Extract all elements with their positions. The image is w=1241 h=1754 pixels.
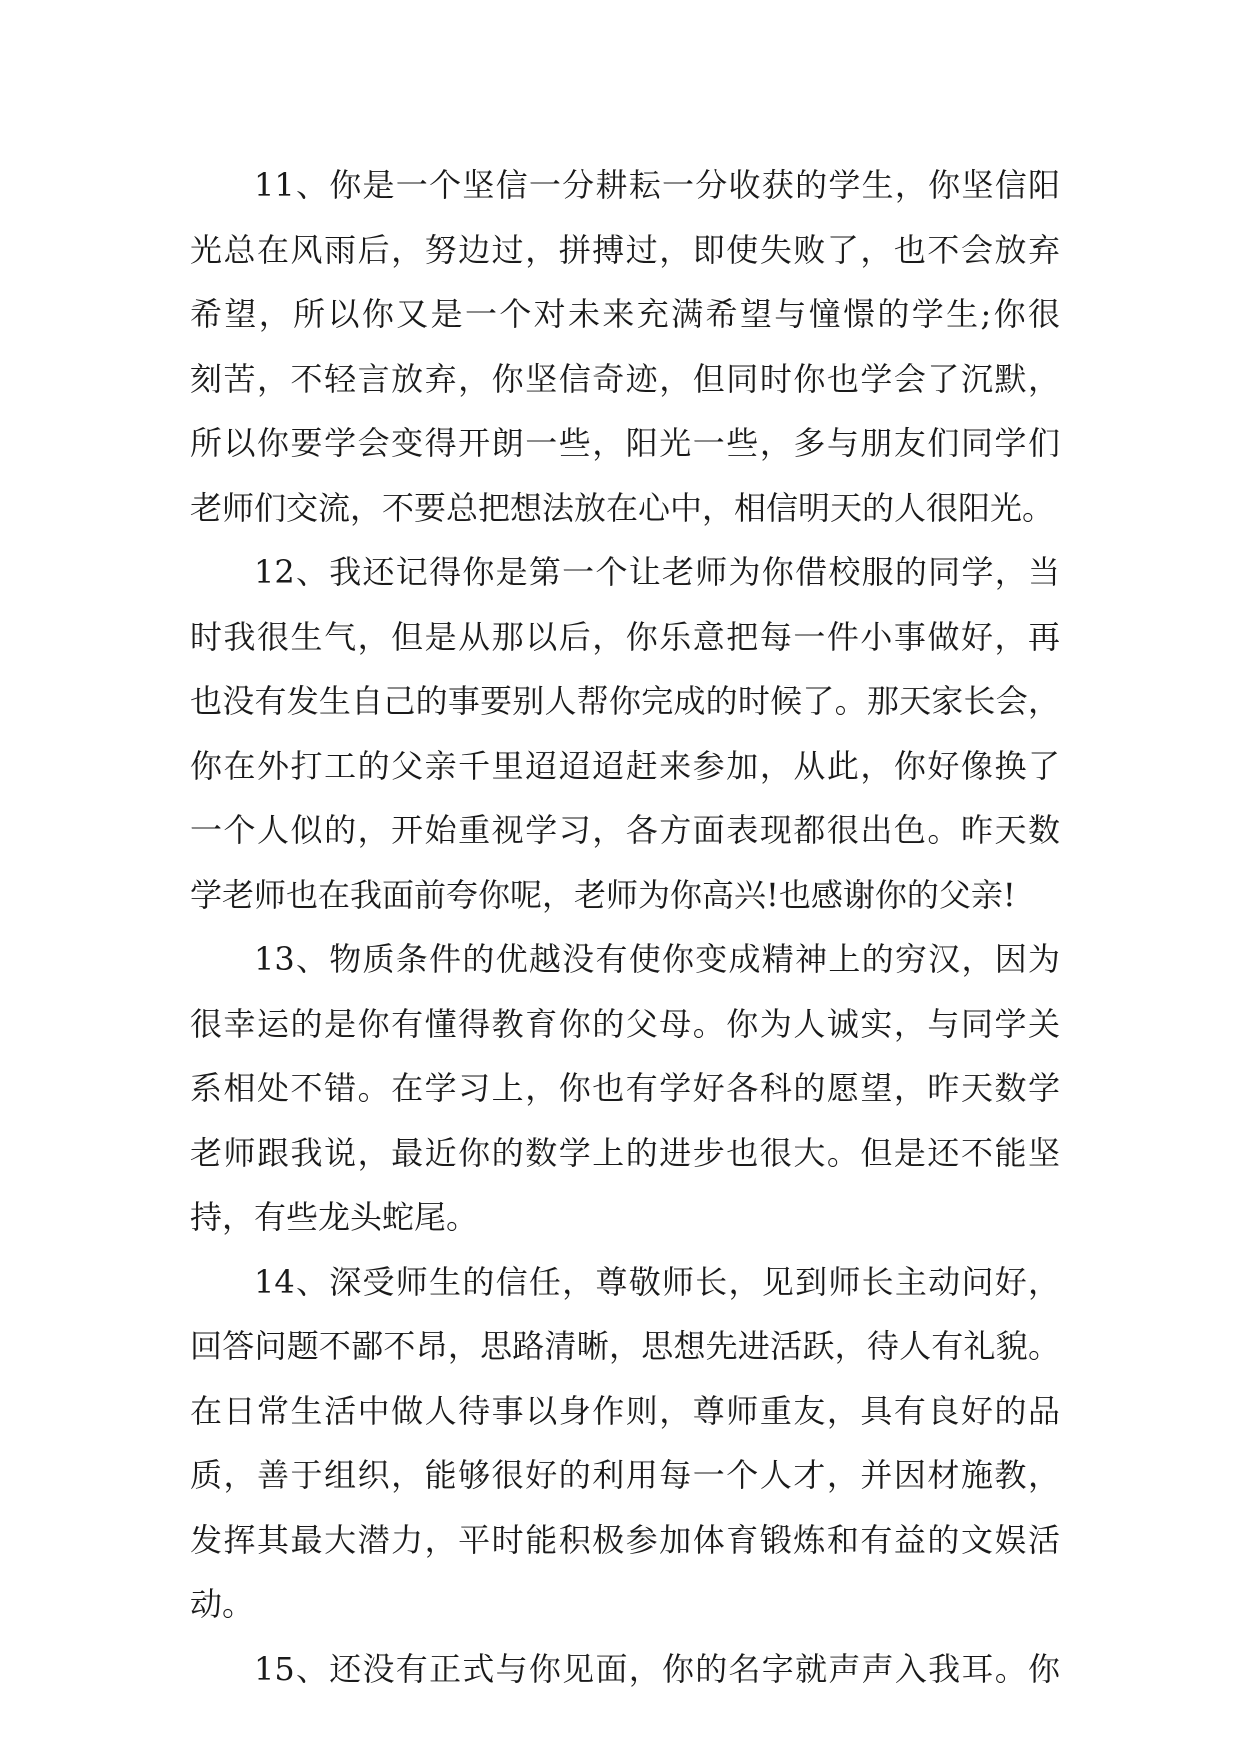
text-line: 老师们交流，不要总把想法放在心中，相信明天的人很阳光。 xyxy=(190,488,1055,527)
paragraph-13 xyxy=(190,927,1060,1250)
paragraph-15 xyxy=(190,1637,1060,1702)
text-line: 学老师也在我面前夸你呢，老师为你高兴!也感谢你的父亲! xyxy=(190,875,1016,914)
text-line: 发挥其最大潜力，平时能积极参加体育锻炼和有益的文娱活 xyxy=(190,1520,1060,1559)
text-line: 所以你要学会变得开朗一些，阳光一些，多与朋友们同学们 xyxy=(190,424,1060,462)
paragraph-11 xyxy=(190,153,1060,540)
text-line: 光总在风雨后，努边过，拼搏过，即使失败了，也不会放弃 xyxy=(190,230,1060,269)
text-line: 你在外打工的父亲千里迢迢迢赶来参加，从此，你好像换了 xyxy=(190,746,1060,785)
text-line: 希望，所以你又是一个对未来充满希望与憧憬的学生;你很 xyxy=(190,295,1060,333)
text-line: 质，善于组织，能够很好的利用每一个人才，并因材施教， xyxy=(190,1456,1060,1494)
paragraph-12 xyxy=(190,540,1060,927)
text-line: 12、我还记得你是第一个让老师为你借校服的同学，当 xyxy=(254,553,1060,591)
text-line: 在日常生活中做人待事以身作则，尊师重友，具有良好的品 xyxy=(190,1391,1060,1430)
text-line: 也没有发生自己的事要别人帮你完成的时候了。那天家长会， xyxy=(190,682,1060,720)
text-line: 14、深受师生的信任，尊敬师长，见到师长主动问好， xyxy=(254,1262,1060,1301)
text-line: 一个人似的，开始重视学习，各方面表现都很出色。昨天数 xyxy=(190,811,1060,849)
text-line: 11、你是一个坚信一分耕耘一分收获的学生，你坚信阳 xyxy=(254,166,1060,204)
paragraph-14 xyxy=(190,1250,1060,1637)
text-line: 时我很生气，但是从那以后，你乐意把每一件小事做好，再 xyxy=(190,617,1060,656)
text-line: 老师跟我说，最近你的数学上的进步也很大。但是还不能坚 xyxy=(190,1133,1060,1172)
text-line: 回答问题不鄙不昂，思路清晰，思想先进活跃，待人有礼貌。 xyxy=(190,1327,1060,1365)
text-line: 系相处不错。在学习上，你也有学好各科的愿望，昨天数学 xyxy=(190,1069,1060,1107)
text-line: 动。 xyxy=(190,1585,255,1623)
text-line: 很幸运的是你有懂得教育你的父母。你为人诚实，与同学关 xyxy=(190,1004,1060,1043)
text-line: 持，有些龙头蛇尾。 xyxy=(190,1198,479,1236)
text-line: 13、物质条件的优越没有使你变成精神上的穷汉，因为 xyxy=(254,940,1060,978)
text-line: 刻苦，不轻言放弃，你坚信奇迹，但同时你也学会了沉默， xyxy=(190,359,1060,398)
document-body xyxy=(190,153,1060,1701)
text-line: 15、还没有正式与你见面，你的名字就声声入我耳。你 xyxy=(254,1649,1060,1688)
